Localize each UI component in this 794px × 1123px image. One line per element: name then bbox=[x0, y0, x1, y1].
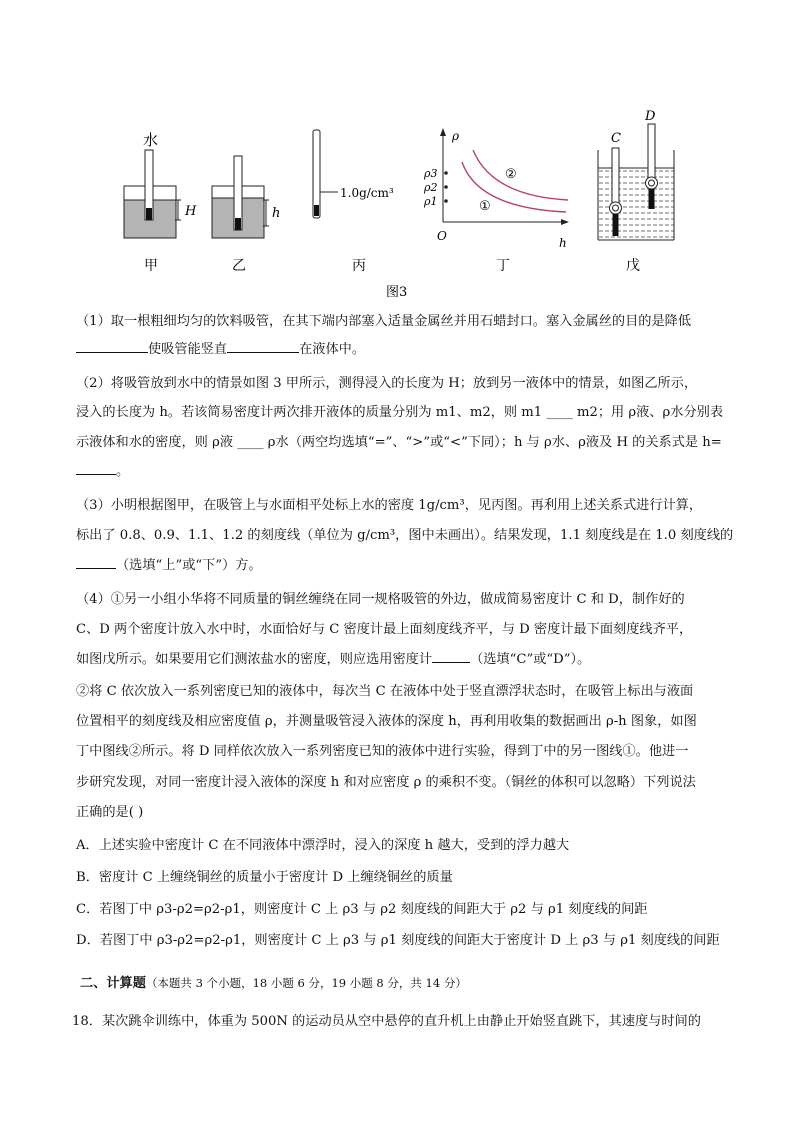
water-label: 水 bbox=[143, 131, 159, 149]
panel-jia bbox=[124, 131, 197, 274]
q4-line-6: 丁中图线②所示。将 D 同样依次放入一系列密度已知的液体中进行实验，得到丁中的另一图线①。他进一 bbox=[76, 744, 689, 759]
q4-line-1: （4）①另一小组小华将不同质量的铜丝缠绕在同一规格吸管的外边，做成简易密度计 C 和 D，制作好的 bbox=[76, 592, 685, 607]
curve-2-label: ② bbox=[505, 167, 517, 182]
q4-line-2: C、D 两个密度计放入水中时，水面恰好与 C 密度计最上面刻度线齐平，与 D 密度计最下面刻度线齐平， bbox=[76, 622, 693, 637]
panel-wu bbox=[598, 109, 674, 274]
q3-line-2: 标出了 0.8、0.9、1.1、1.2 的刻度线（单位为 g/cm³，图中未画出）。结果发现，1.1 刻度线是在 1.0 刻度线的 bbox=[76, 528, 734, 543]
q3-line-1: （3）小明根据图甲，在吸管上与水面相平处标上水的密度 1g/cm³，见丙图。再利用上述关系式进行计算， bbox=[76, 498, 703, 513]
panel-label-jia: 甲 bbox=[144, 258, 158, 274]
C-label: C bbox=[611, 131, 621, 146]
panel-label-wu: 戊 bbox=[626, 258, 640, 274]
q3-line-3: （选填“上”或“下”）方。 bbox=[76, 554, 262, 573]
q4-line-7: 步研究发现，对同一密度计浸入液体的深度 h 和对应密度 ρ 的乘积不变。（铜丝的体积可以忽略）下列说法 bbox=[76, 775, 696, 790]
H-label: H bbox=[185, 204, 197, 219]
q18-line-1: 18．某次跳伞训练中，体重为 500N 的运动员从空中悬停的直升机上由静止开始竖直跳下，其速度与时间的 bbox=[72, 1014, 701, 1029]
figure-3 bbox=[0, 0, 794, 300]
panel-label-yi: 乙 bbox=[232, 258, 246, 274]
q4-line-3: 如图戊所示。如果要用它们测浓盐水的密度，则应选用密度计 （选填“C”或“D”）。 bbox=[76, 648, 590, 667]
panel-ding bbox=[423, 128, 569, 274]
panel-label-ding: 丁 bbox=[496, 258, 510, 274]
q4-line-5: 位置相平的刻度线及相应密度值 ρ，并测量吸管浸入液体的深度 h，再利用收集的数据画出 ρ-h 图象，如图 bbox=[76, 714, 697, 729]
answer-blank[interactable] bbox=[76, 555, 116, 569]
q1-line-2: 使吸管能竖直 在液体中。 bbox=[76, 338, 365, 357]
q2-line-2: 浸入的长度为 h。若该简易密度计两次排开液体的质量分别为 m1、m2，则 m1 ____ m2；用 ρ液、ρ水分别表 bbox=[76, 405, 724, 420]
q1-line-1: （1）取一根粗细均匀的饮料吸管，在其下端内部塞入适量金属丝并用石蜡封口。塞入金属丝的目的是降低 bbox=[76, 314, 692, 329]
panel-label-bing: 丙 bbox=[352, 258, 366, 274]
q4-line-8: 正确的是( ) bbox=[76, 805, 144, 820]
option-d: D．若图丁中 ρ3-ρ2=ρ2-ρ1，则密度计 C 上 ρ3 与 ρ1 刻度线的间距大于密度计 D 上 ρ3 与 ρ1 刻度线的间距 bbox=[76, 933, 720, 948]
panel-yi bbox=[212, 156, 280, 274]
figure-caption: 图3 bbox=[386, 285, 408, 300]
origin-label: O bbox=[437, 229, 447, 243]
answer-blank[interactable] bbox=[227, 339, 299, 353]
D-label: D bbox=[645, 109, 656, 124]
q2-line-3: 示液体和水的密度，则 ρ液 ____ ρ水（两空均选填“=”、“>”或“<”下同）；h 与 ρ水、ρ液及 H 的关系式是 h= bbox=[76, 435, 722, 450]
y-axis-label: ρ bbox=[452, 129, 460, 143]
q4-line-4: ②将 C 依次放入一系列密度已知的液体中，每次当 C 在液体中处于竖直漂浮状态时，在吸管上标出与液面 bbox=[76, 684, 694, 699]
answer-blank[interactable] bbox=[76, 339, 148, 353]
density-mark: 1.0g/cm³ bbox=[340, 186, 394, 200]
q2-line-4: 。 bbox=[76, 460, 129, 479]
rho2-label: ρ2 bbox=[424, 181, 438, 194]
option-c: C．若图丁中 ρ3-ρ2=ρ2-ρ1，则密度计 C 上 ρ3 与 ρ2 刻度线的间距大于 ρ2 与 ρ1 刻度线的间距 bbox=[76, 902, 648, 917]
h-label: h bbox=[272, 206, 281, 221]
rho1-label: ρ1 bbox=[424, 195, 438, 208]
curve-1-label: ① bbox=[479, 199, 491, 214]
x-axis-label: h bbox=[559, 236, 567, 250]
answer-blank[interactable] bbox=[76, 461, 116, 475]
rho3-label: ρ3 bbox=[424, 167, 438, 180]
section-heading: 二、计算题（本题共 3 个小题，18 小题 6 分，19 小题 8 分，共 14 分） bbox=[80, 976, 467, 991]
option-a: A．上述实验中密度计 C 在不同液体中漂浮时，浸入的深度 h 越大，受到的浮力越大 bbox=[76, 838, 570, 853]
answer-blank[interactable] bbox=[432, 649, 470, 663]
option-b: B．密度计 C 上缠绕铜丝的质量小于密度计 D 上缠绕铜丝的质量 bbox=[76, 870, 453, 885]
panel-bing bbox=[313, 130, 394, 274]
q2-line-1: （2）将吸管放到水中的情景如图 3 甲所示，测得浸入的长度为 H；放到另一液体中的情景，如图乙所示， bbox=[76, 376, 698, 391]
